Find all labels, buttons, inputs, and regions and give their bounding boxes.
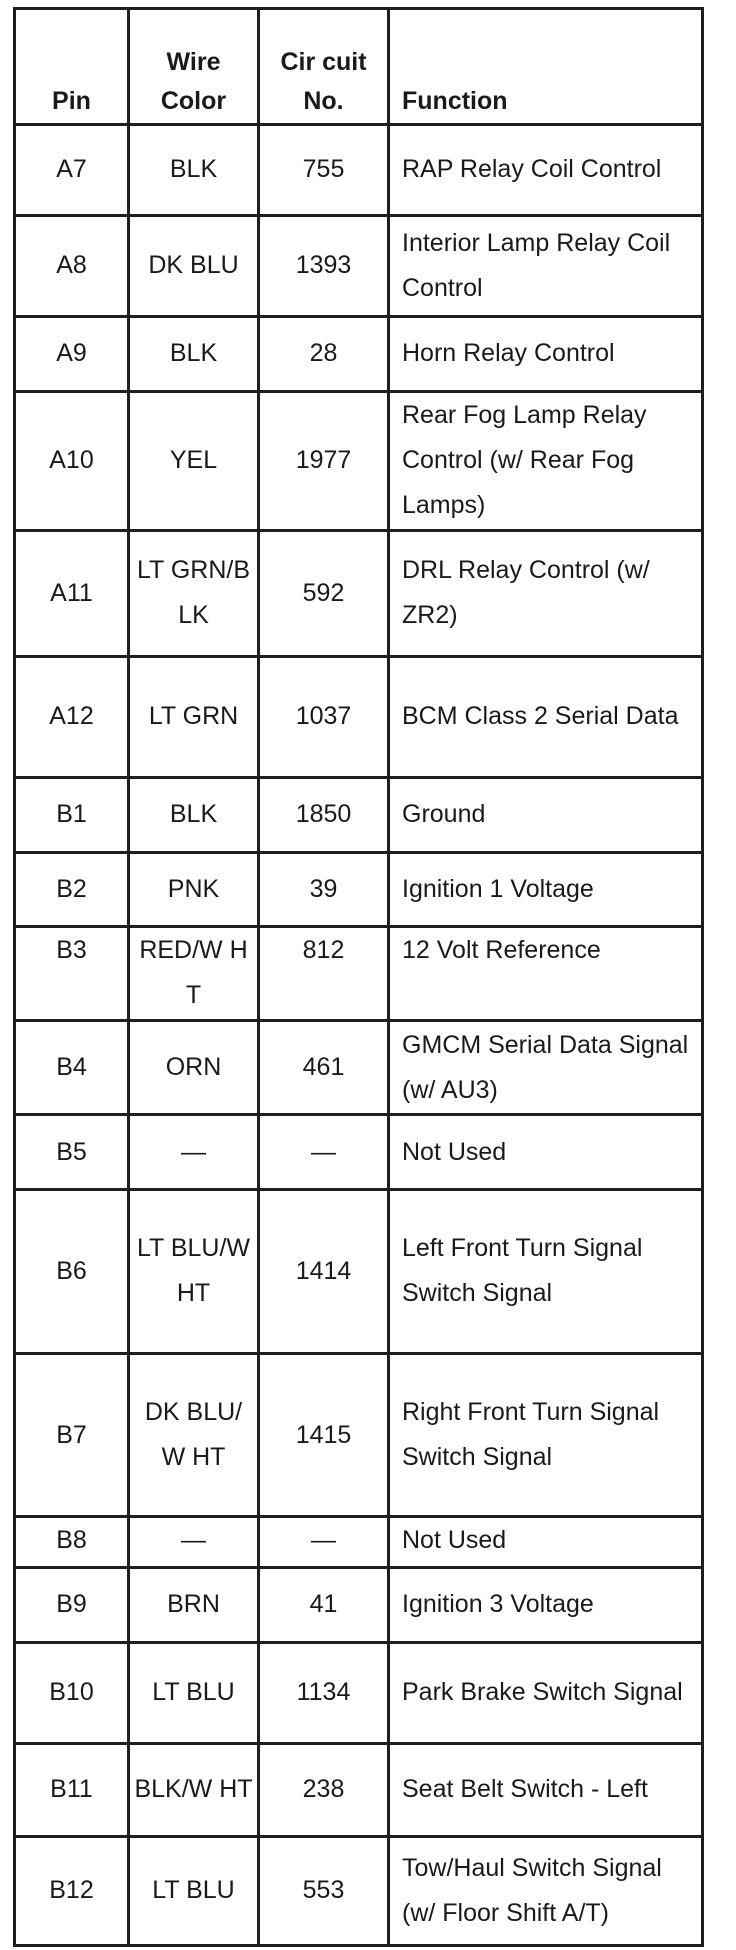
function-cell: Rear Fog Lamp Relay Control (w/ Rear Fog Lamps) [389,391,703,530]
circuit-no-cell: 461 [259,1021,389,1115]
table-row [15,1642,703,1743]
circuit-no-cell: 39 [259,852,389,927]
table-row [15,1021,703,1115]
function-cell: Park Brake Switch Signal [389,1642,703,1743]
pin-cell: B4 [15,1021,129,1115]
wire-color-cell: YEL [129,391,259,530]
table-row [15,316,703,391]
table-row [15,1517,703,1568]
wire-color-cell: LT BLU [129,1642,259,1743]
pin-cell: A10 [15,391,129,530]
table-row [15,1567,703,1642]
function-cell: RAP Relay Coil Control [389,125,703,216]
pin-cell: B6 [15,1189,129,1353]
table-body [15,125,703,1946]
function-cell: DRL Relay Control (w/ ZR2) [389,531,703,656]
table-row [15,1836,703,1945]
pin-cell: A8 [15,215,129,316]
pin-cell: B8 [15,1517,129,1568]
pin-cell: A11 [15,531,129,656]
circuit-no-cell: 41 [259,1567,389,1642]
pin-cell: B7 [15,1353,129,1517]
function-cell: Seat Belt Switch - Left [389,1743,703,1836]
function-cell: Ignition 1 Voltage [389,852,703,927]
wire-color-cell: ORN [129,1021,259,1115]
table-row [15,927,703,1021]
function-cell: Horn Relay Control [389,316,703,391]
table-row [15,1743,703,1836]
function-cell: Not Used [389,1115,703,1190]
header-wire-color: Wire Color [129,9,259,125]
table-row [15,1189,703,1353]
table-row [15,391,703,530]
function-cell: Interior Lamp Relay Coil Control [389,215,703,316]
wire-color-cell: BLK [129,125,259,216]
function-cell: Ground [389,777,703,852]
pin-cell: A7 [15,125,129,216]
circuit-no-cell: 1134 [259,1642,389,1743]
circuit-no-cell: 1037 [259,656,389,777]
header-circuit-no: Cir cuit No. [259,9,389,125]
pin-cell: B9 [15,1567,129,1642]
pin-cell: A12 [15,656,129,777]
circuit-no-cell: 755 [259,125,389,216]
pin-cell: B10 [15,1642,129,1743]
wire-color-cell: BLK/W HT [129,1743,259,1836]
table-row [15,1353,703,1517]
function-cell: Right Front Turn Signal Switch Signal [389,1353,703,1517]
connector-pinout-table-wrapper [13,7,701,1947]
wire-color-cell: LT BLU/W HT [129,1189,259,1353]
connector-pinout-table [13,7,704,1947]
function-cell: Tow/Haul Switch Signal (w/ Floor Shift A/T) [389,1836,703,1945]
function-cell: Ignition 3 Voltage [389,1567,703,1642]
wire-color-cell: BLK [129,777,259,852]
function-cell: Not Used [389,1517,703,1568]
circuit-no-cell: — [259,1115,389,1190]
wire-color-cell: RED/W HT [129,927,259,1021]
pin-cell: B2 [15,852,129,927]
wire-color-cell: DK BLU [129,215,259,316]
circuit-no-cell: 1414 [259,1189,389,1353]
circuit-no-cell: 553 [259,1836,389,1945]
pin-cell: B11 [15,1743,129,1836]
wire-color-cell: BLK [129,316,259,391]
circuit-no-cell: 1977 [259,391,389,530]
wire-color-cell: — [129,1517,259,1568]
wire-color-cell: LT GRN/B LK [129,531,259,656]
circuit-no-cell: 28 [259,316,389,391]
table-row [15,852,703,927]
table-row [15,531,703,656]
wire-color-cell: PNK [129,852,259,927]
table-row [15,777,703,852]
wire-color-cell: LT GRN [129,656,259,777]
pin-cell: A9 [15,316,129,391]
header-pin: Pin [15,9,129,125]
table-header-row [15,9,703,125]
wire-color-cell: LT BLU [129,1836,259,1945]
circuit-no-cell: 1415 [259,1353,389,1517]
pin-cell: B5 [15,1115,129,1190]
table-row [15,215,703,316]
pin-cell: B12 [15,1836,129,1945]
function-cell: Left Front Turn Signal Switch Signal [389,1189,703,1353]
circuit-no-cell: 1850 [259,777,389,852]
circuit-no-cell: 812 [259,927,389,1021]
circuit-no-cell: — [259,1517,389,1568]
table-row [15,1115,703,1190]
table-row [15,656,703,777]
function-cell: GMCM Serial Data Signal (w/ AU3) [389,1021,703,1115]
pin-cell: B3 [15,927,129,1021]
wire-color-cell: — [129,1115,259,1190]
circuit-no-cell: 592 [259,531,389,656]
pin-cell: B1 [15,777,129,852]
circuit-no-cell: 1393 [259,215,389,316]
wire-color-cell: DK BLU/W HT [129,1353,259,1517]
function-cell: 12 Volt Reference [389,927,703,1021]
circuit-no-cell: 238 [259,1743,389,1836]
table-row [15,125,703,216]
wire-color-cell: BRN [129,1567,259,1642]
header-function: Function [389,9,703,125]
function-cell: BCM Class 2 Serial Data [389,656,703,777]
